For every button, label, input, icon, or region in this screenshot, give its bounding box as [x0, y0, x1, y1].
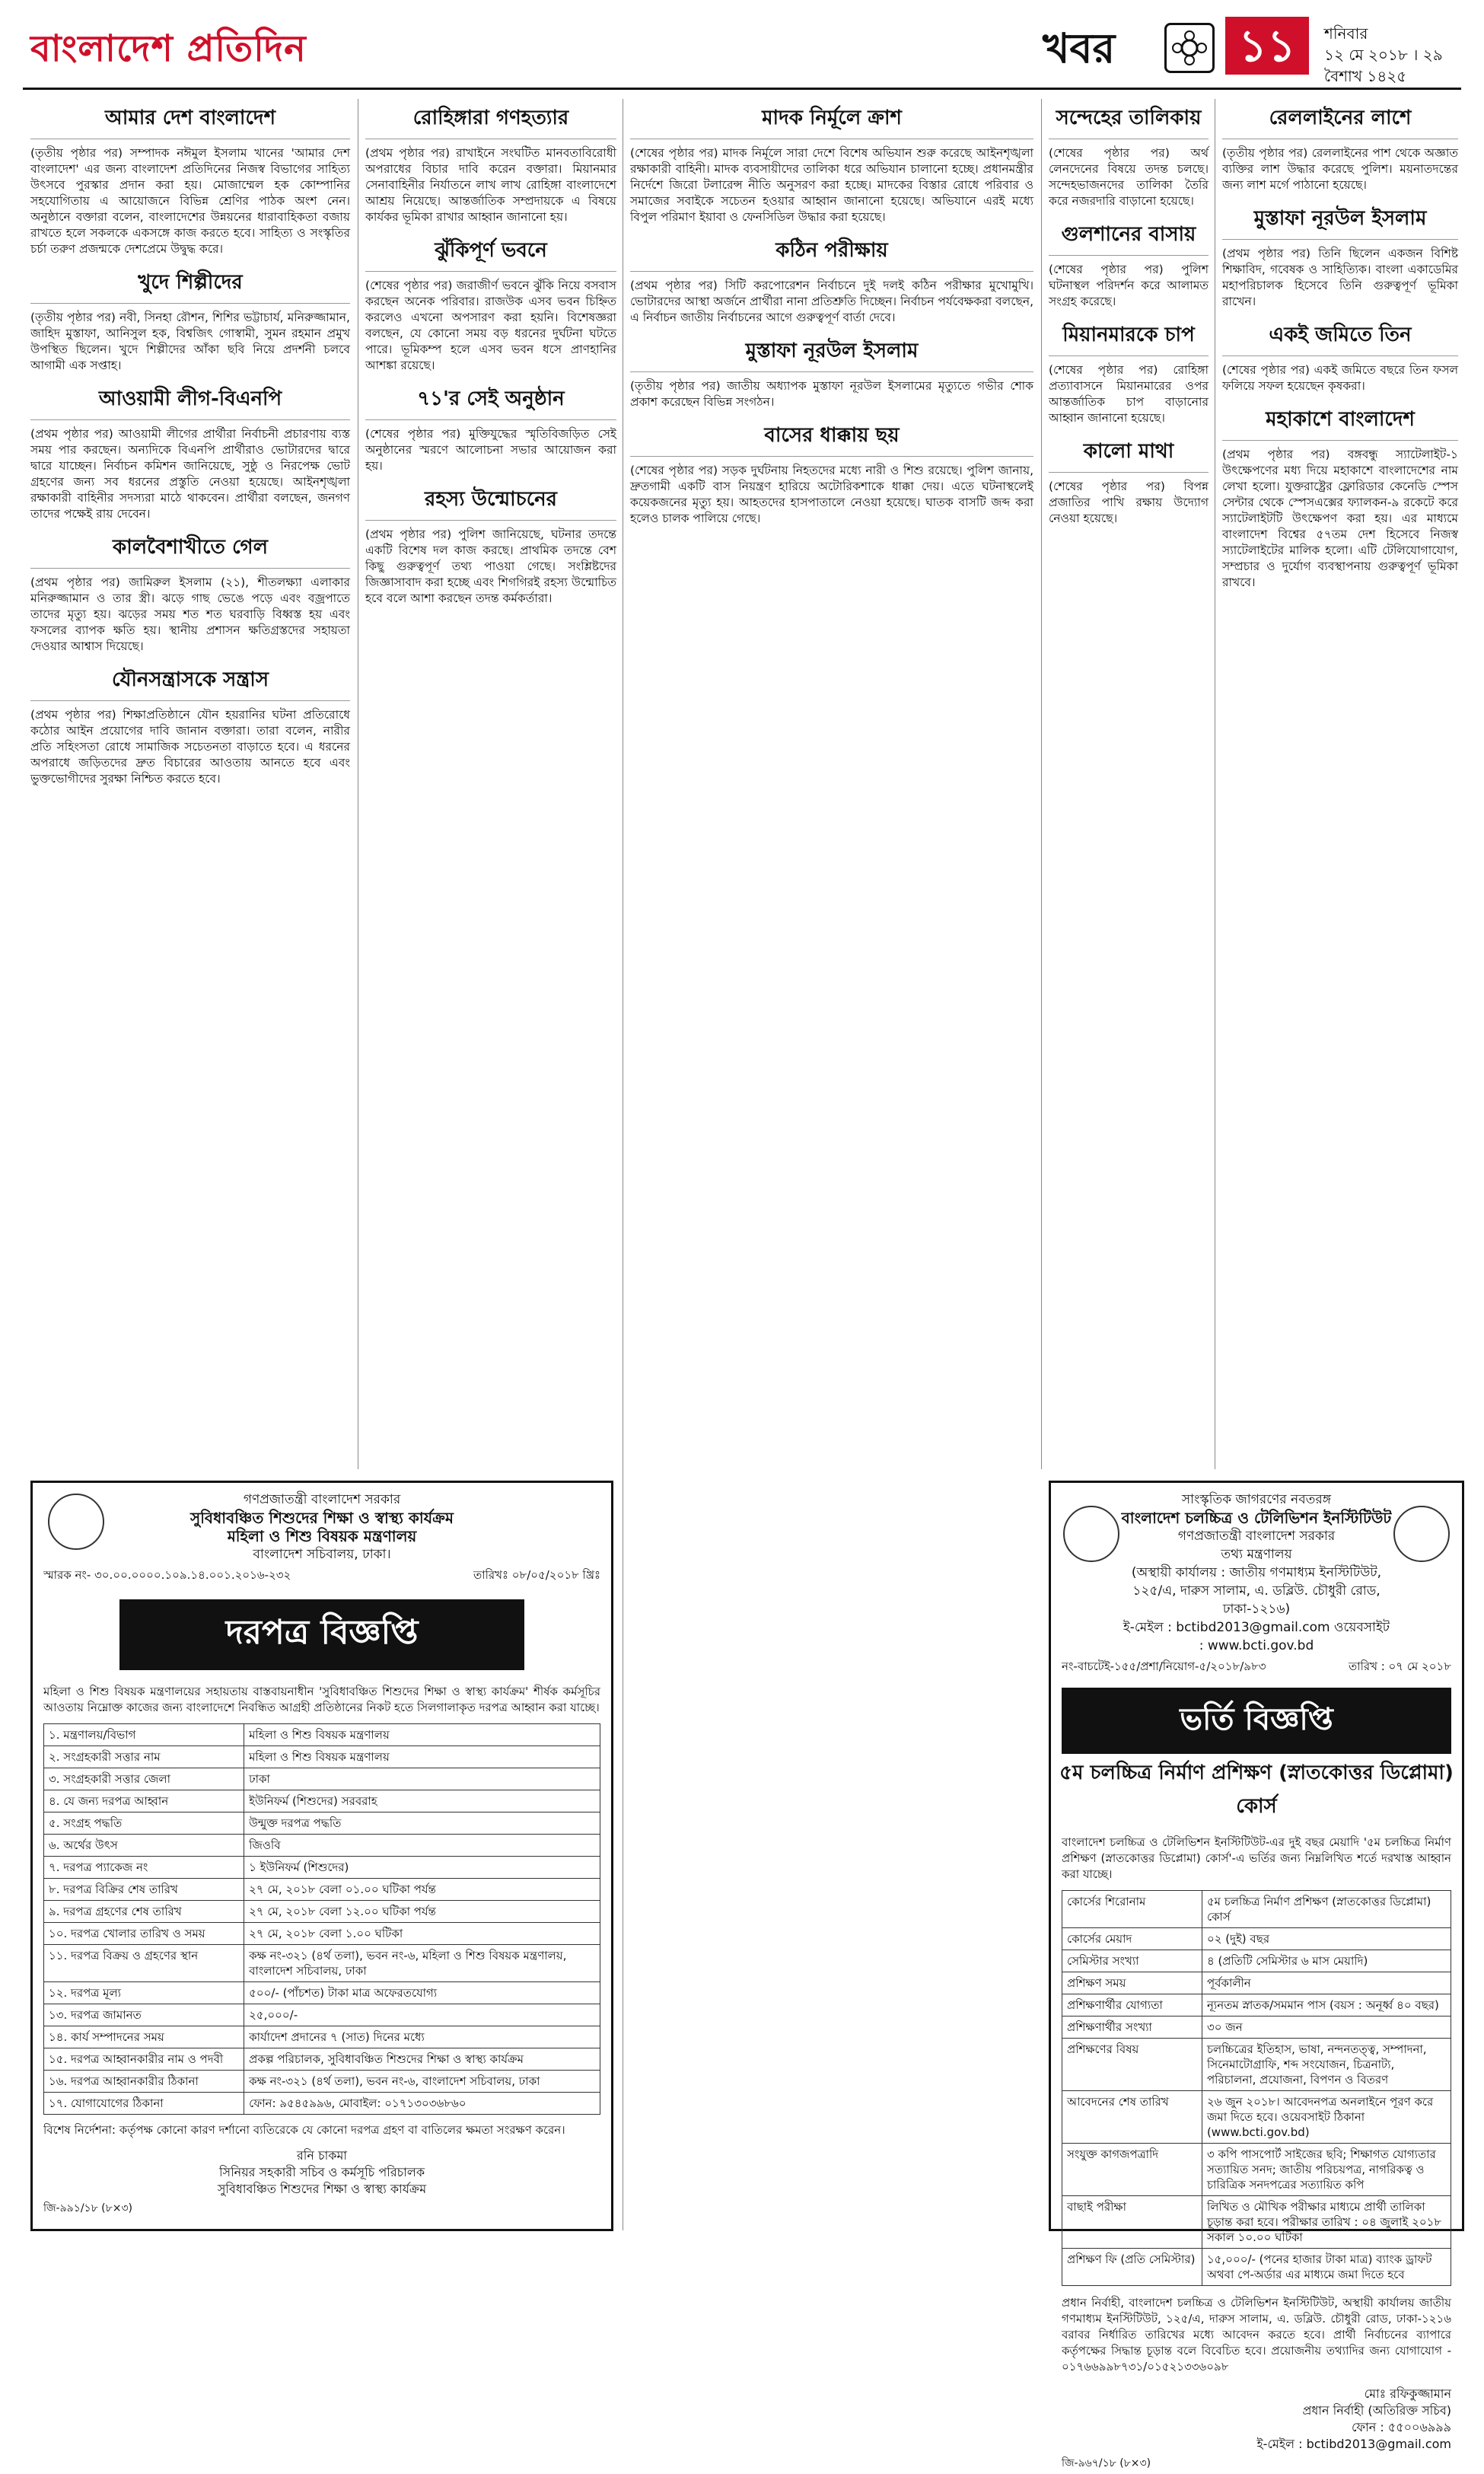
- article: [1049, 319, 1209, 426]
- table-key: প্রশিক্ষণ সময়: [1062, 1972, 1202, 1994]
- signature-block: [33, 2147, 611, 2198]
- ad-header-line: গণপ্রজাতন্ত্রী বাংলাদেশ সরকার: [1177, 1529, 1336, 1544]
- article-headline: রহস্য উন্মোচনের: [365, 483, 616, 521]
- article-headline: গুলশানের বাসায়: [1049, 218, 1209, 256]
- article-body: (প্রথম পৃষ্ঠার পর) রাখাইনে সংঘটিত মানবতাবিরোধী অপরাধের বিচার দাবি করেন বক্তারা। মিয়ানমার সেনাবাহিনীর নির্যাতনে লাখ লাখ রোহিঙ্গা বাংলাদেশে আশ্রয় নিয়েছে। আন্তর্জাতিক সম্প্রদায়কে এ বিষয়ে কার্যকর ভূমিকা রাখার আহ্বান জানানো হয়।: [365, 146, 616, 224]
- table-value: ৪ (প্রতিটি সেমিস্টার ৬ মাস মেয়াদি): [1202, 1950, 1451, 1972]
- article-body: (শেষের পৃষ্ঠার পর) সড়ক দুর্ঘটনায় নিহতদের মধ্যে নারী ও শিশু রয়েছে। পুলিশ জানায়, দ্রুতগামী একটি বাস নিয়ন্ত্রণ হারিয়ে অটোরিকশাকে ধাক্কা দেয়। এতে ঘটনাস্থলেই কয়েকজনের মৃত্যু হয়। আহতদের হাসপাতালে নেওয়া হয়েছে। ঘাতক বাসটি জব্দ করা হলেও চালক পালিয়ে গেছে।: [630, 464, 1033, 525]
- table-key: ১৭. যোগাযোগের ঠিকানা: [44, 2093, 244, 2115]
- table-value: ৫ম চলচ্চিত্র নির্মাণ প্রশিক্ষণ (স্নাতকোত্তর ডিপ্লোমা) কোর্স: [1202, 1891, 1451, 1928]
- table-value: ০২ (দুই) বছর: [1202, 1928, 1451, 1950]
- ad-intro: মহিলা ও শিশু বিষয়ক মন্ত্রণালয়ের সহায়তায় বাস্তবায়নাধীন 'সুবিধাবঞ্চিত শিশুদের শিক্ষা ও স্বাস্থ্য কার্যক্রম' শীর্ষক কর্মসূচির আওতায় নিম্নোক্ত কাজের জন্য বাংলাদেশে নিবন্ধিত আগ্রহী প্রতিষ্ঠানের নিকট হতে সিলগালাকৃত দরপত্র আহ্বান করা যাচ্ছে।: [43, 1685, 600, 1714]
- article: [365, 234, 616, 374]
- admission-notice-ad: [1049, 1481, 1464, 2469]
- article: [1049, 435, 1209, 527]
- article: [30, 266, 350, 374]
- article-headline: খুদে শিল্পীদের: [30, 266, 350, 304]
- ad-header-line: সাংস্কৃতিক জাগরণের নবতরঙ্গ: [1181, 1492, 1332, 1507]
- ad-title: ভর্তি বিজ্ঞপ্তি: [1062, 1688, 1451, 1754]
- ad-footer: প্রধান নির্বাহী, বাংলাদেশ চলচ্চিত্র ও টেলিভিশন ইনস্টিটিউট, অস্থায়ী কার্যালয় জাতীয় গণমাধ্যম ইনস্টিটিউট, ১২৫/এ, দারুস সালাম, এ. ডব্লিউ. চৌধুরী রোড, ঢাকা-১২১৬ বরাবর নির্ধারিত তারিখের মধ্যে আবেদন করতে হবে। প্রার্থী নির্বাচনের ব্যাপারে কর্তৃপক্ষের সিদ্ধান্ত চূড়ান্ত বলে বিবেচিত হবে। প্রয়োজনীয় তথ্যাদির জন্য যোগাযোগ - ০১৭৬৬৯৯৮৭৩১/০১৫২১৩৩৬০৯৮: [1062, 2296, 1451, 2374]
- article: [630, 419, 1033, 527]
- article-body: (শেষের পৃষ্ঠার পর) অর্থ লেনদেনের বিষয়ে তদন্ত চলছে। সন্দেহভাজনদের তালিকা তৈরি করে নজরদারি বাড়ানো হয়েছে।: [1049, 146, 1209, 208]
- article: [1222, 202, 1458, 310]
- table-row: [1062, 2017, 1451, 2039]
- ad-address: ১২৫/এ, দারুস সালাম, এ. ডব্লিউ. চৌধুরী রোড, ঢাকা-১২১৬): [1132, 1583, 1381, 1617]
- table-key: প্রশিক্ষণের বিষয়: [1062, 2039, 1202, 2091]
- article-body: (শেষের পৃষ্ঠার পর) একই জমিতে বছরে তিন ফসল ফলিয়ে সফল হয়েছেন কৃষকরা।: [1222, 363, 1458, 393]
- table-row: [44, 1790, 600, 1812]
- signer-phone: ফোন : ৫৫০০৬৯৯৯: [1351, 2420, 1451, 2434]
- ad-code: জি-৯৯১/১৮ (৮×৩): [43, 2202, 133, 2214]
- article-body: (প্রথম পৃষ্ঠার পর) আওয়ামী লীগের প্রার্থীরা নির্বাচনী প্রচারণায় ব্যস্ত সময় পার করছেন। অন্যদিকে বিএনপি প্রার্থীরাও ভোটারদের দ্বারে দ্বারে যাচ্ছেন। নির্বাচন কমিশন জানিয়েছে, সুষ্ঠু ও নিরপেক্ষ ভোট গ্রহণের জন্য সব ধরনের প্রস্তুতি নেওয়া হয়েছে। আইনশৃঙ্খলা রক্ষাকারী বাহিনীর সদস্যরা মাঠে থাকবেন। প্রার্থীরা বলছেন, জনগণ তাদের পক্ষেই রায় দেবেন।: [30, 427, 350, 521]
- article-body: (শেষের পৃষ্ঠার পর) জরাজীর্ণ ভবনে ঝুঁকি নিয়ে বসবাস করছেন অনেক পরিবার। রাজউক এসব ভবন চিহ্নিত করলেও এখনো অপসারণ করা হয়নি। বিশেষজ্ঞরা বলছেন, যে কোনো সময় বড় ধরনের দুর্ঘটনা ঘটতে পারে। ভূমিকম্প হলে এসব ভবন ধসে প্রাণহানির আশঙ্কা রয়েছে।: [365, 279, 616, 372]
- column-1: [30, 99, 350, 1469]
- article-headline: মুস্তাফা নূরউল ইসলাম: [630, 335, 1033, 372]
- column-5: [1222, 99, 1458, 1469]
- article-headline: আমার দেশ বাংলাদেশ: [30, 102, 350, 139]
- article: [1049, 102, 1209, 209]
- article-body: (শেষের পৃষ্ঠার পর) রোহিঙ্গা প্রত্যাবাসনে মিয়ানমারের ওপর আন্তর্জাতিক চাপ বাড়ানোর আহ্বান জানানো হয়েছে।: [1049, 363, 1209, 425]
- table-row: [44, 2004, 600, 2026]
- signer-name: রনি চাকমা: [296, 2148, 347, 2163]
- article: [365, 483, 616, 607]
- table-value: চলচ্চিত্রের ইতিহাস, ভাষা, নন্দনতত্ত্ব, সম্পাদনা, সিনেমাটোগ্রাফি, শব্দ সংযোজন, চিত্রনাট্য, পরিচালনা, প্রযোজনা, বিপণন ও বিতরণ: [1202, 2039, 1451, 2091]
- article-headline: যৌনসন্ত্রাসকে সন্ত্রাস: [30, 664, 350, 701]
- table-key: ৮. দরপত্র বিক্রির শেষ তারিখ: [44, 1879, 244, 1901]
- table-value: ২৭ মে, ২০১৮ বেলা ০১.০০ ঘটিকা পর্যন্ত: [244, 1879, 600, 1901]
- table-value: ২৭ মে, ২০১৮ বেলা ১২.০০ ঘটিকা পর্যন্ত: [244, 1901, 600, 1923]
- table-key: ২. সংগ্রহকারী সত্তার নাম: [44, 1746, 244, 1768]
- article-headline: আওয়ামী লীগ-বিএনপি: [30, 383, 350, 420]
- table-row: [44, 2071, 600, 2093]
- ad-header-line: সুবিধাবঞ্চিত শিশুদের শিক্ষা ও স্বাস্থ্য কার্যক্রম: [190, 1509, 454, 1527]
- article: [1049, 218, 1209, 310]
- table-value: ২৫,০০০/-: [244, 2004, 600, 2026]
- table-value: লিখিত ও মৌখিক পরীক্ষার মাধ্যমে প্রার্থী তালিকা চূড়ান্ত করা হবে। পরীক্ষার তারিখ : ০৪ জুলাই ২০১৮ সকাল ১০.০০ ঘটিকা: [1202, 2196, 1451, 2249]
- article: [365, 102, 616, 225]
- article: [1222, 403, 1458, 591]
- table-value: পূর্বকালীন: [1202, 1972, 1451, 1994]
- table-row: [44, 1982, 600, 2004]
- memo-date: তারিখঃ ০৮/০৫/২০১৮ খ্রিঃ: [473, 1568, 600, 1582]
- table-row: [44, 2048, 600, 2071]
- table-key: ১. মন্ত্রণালয়/বিভাগ: [44, 1724, 244, 1746]
- article-headline: কালবৈশাখীতে গেল: [30, 531, 350, 569]
- table-row: [1062, 2091, 1451, 2144]
- table-row: [44, 1879, 600, 1901]
- table-key: সংযুক্ত কাগজপত্রাদি: [1062, 2144, 1202, 2196]
- table-row: [44, 1945, 600, 1982]
- article: [30, 664, 350, 787]
- table-value: ১৫,০০০/- (পনের হাজার টাকা মাত্র) ব্যাংক ড্রাফট অথবা পে-অর্ডার এর মাধ্যমে জমা দিতে হবে: [1202, 2249, 1451, 2286]
- article: [1222, 319, 1458, 394]
- table-value: উন্মুক্ত দরপত্র পদ্ধতি: [244, 1812, 600, 1835]
- table-key: সেমিস্টার সংখ্যা: [1062, 1950, 1202, 1972]
- article: [30, 383, 350, 522]
- table-row: [44, 1768, 600, 1790]
- day-label: শনিবার: [1324, 24, 1368, 43]
- article-body: (তৃতীয় পৃষ্ঠার পর) নবী, সিনহা রৌশন, শিশির ভট্টাচার্য, মনিরুজ্জামান, জাহিদ মুস্তাফা, আনিসুল হক, বিশ্বজিৎ গোস্বামী, সুমন রহমান প্রমুখ উপস্থিত ছিলেন। খুদে শিল্পীদের আঁকা ছবি নিয়ে প্রদর্শনী চলবে আগামী এক সপ্তাহ।: [30, 311, 350, 372]
- article: [1222, 102, 1458, 193]
- table-key: প্রশিক্ষণ ফি (প্রতি সেমিস্টার): [1062, 2249, 1202, 2286]
- table-value: ১ ইউনিফর্ম (শিশুদের): [244, 1857, 600, 1879]
- table-value: ২৬ জুন ২০১৮। আবেদনপত্র অনলাইনে পূরণ করে জমা দিতে হবে। ওয়েবসাইট ঠিকানা (www.bcti.gov.bd): [1202, 2091, 1451, 2144]
- table-row: [44, 1923, 600, 1945]
- ad-header: [33, 1483, 611, 1564]
- ad-header-line: গণপ্রজাতন্ত্রী বাংলাদেশ সরকার: [243, 1492, 401, 1507]
- signature-block: [1051, 2386, 1462, 2453]
- institute-logo-icon: [1063, 1506, 1119, 1562]
- article-body: (তৃতীয় পৃষ্ঠার পর) সম্পাদক ন‍ঈমুল ইসলাম খানের 'আমার দেশ বাংলাদেশ' এর জন্য বাংলাদেশ প্রতিদিনের নিজস্ব বিভাগের সাহিত্য উৎসবে পুরস্কার প্রদান করা হয়। মোজাম্মেল হক কোম্পানির সহযোগিতায় এ আয়োজনে বিভিন্ন শ্রেণির পাঠক অংশ নেন। অনুষ্ঠানে বক্তারা বলেন, বাংলাদেশের উন্নয়নের ধারাবাহিকতা বজায় রাখতে হলে সকলকে একসঙ্গে কাজ করতে হবে। সাহিত্য ও সংস্কৃতির চর্চা তরুণ প্রজন্মকে দেশপ্রেমে উদ্বুদ্ধ করে।: [30, 146, 350, 256]
- table-key: ১৬. দরপত্র আহ্বানকারীর ঠিকানা: [44, 2071, 244, 2093]
- ad-note: বিশেষ নির্দেশনা: কর্তৃপক্ষ কোনো কারণ দর্শানো ব্যতিরেকে যে কোনো দরপত্র গ্রহণ বা বাতিলের ক্ষমতা সংরক্ষণ করেন।: [43, 2123, 565, 2137]
- article-body: (প্রথম পৃষ্ঠার পর) জামিরুল ইসলাম (২১), শীতলক্ষ্যা এলাকার মনিরুজ্জামান ও তার স্ত্রী। ঝড়ে গাছ ভেঙে পড়ে এবং বজ্রপাতে তাদের মৃত্যু হয়। ঝড়ের সময় শত শত ঘরবাড়ি বিধ্বস্ত হয় এবং ফসলের ব্যাপক ক্ষতি হয়। স্থানীয় প্রশাসন ক্ষতিগ্রস্তদের সহায়তা দেওয়ার আশ্বাস দিয়েছে।: [30, 575, 350, 653]
- table-row: [44, 1746, 600, 1768]
- table-key: কোর্সের মেয়াদ: [1062, 1928, 1202, 1950]
- memo-number: স্মারক নং- ৩০.০০.০০০০.১০৯.১৪.০০১.২০১৬-২৩২: [43, 1568, 291, 1582]
- table-value: ইউনিফর্ম (শিশুদের) সরবরাহ: [244, 1790, 600, 1812]
- table-row: [44, 1724, 600, 1746]
- table-key: আবেদনের শেষ তারিখ: [1062, 2091, 1202, 2144]
- table-value: মহিলা ও শিশু বিষয়ক মন্ত্রণালয়: [244, 1724, 600, 1746]
- signer-role: প্রধান নির্বাহী (অতিরিক্ত সচিব): [1302, 2403, 1451, 2418]
- table-key: প্রশিক্ষণার্থীর যোগ্যতা: [1062, 1994, 1202, 2017]
- table-row: [1062, 2249, 1451, 2286]
- ad-title: দরপত্র বিজ্ঞপ্তি: [119, 1599, 524, 1670]
- article-headline: একই জমিতে তিন: [1222, 319, 1458, 356]
- table-row: [44, 1857, 600, 1879]
- table-key: বাছাই পরীক্ষা: [1062, 2196, 1202, 2249]
- table-row: [44, 1901, 600, 1923]
- ad-contact: ই-মেইল : bctibd2013@gmail.com ওয়েবসাইট : www.bcti.gov.bd: [1123, 1620, 1390, 1653]
- table-key: ১২. দরপত্র মূল্য: [44, 1982, 244, 2004]
- article-body: (প্রথম পৃষ্ঠার পর) সিটি করপোরেশন নির্বাচনে দুই দলই কঠিন পরীক্ষার মুখোমুখি। ভোটারদের আস্থা অর্জনে প্রার্থীরা নানা প্রতিশ্রুতি দিচ্ছেন। নির্বাচন পর্যবেক্ষকরা বলছেন, এ নির্বাচন জাতীয় নির্বাচনের আগে গুরুত্বপূর্ণ বার্তা দেবে।: [630, 279, 1034, 324]
- course-table: [1062, 1890, 1451, 2286]
- article-body: (প্রথম পৃষ্ঠার পর) পুলিশ জানিয়েছে, ঘটনার তদন্তে একটি বিশেষ দল কাজ করছে। প্রাথমিক তদন্তে বেশ কিছু গুরুত্বপূর্ণ তথ্য পাওয়া গেছে। সংশ্লিষ্টদের জিজ্ঞাসাবাদ করা হচ্ছে এবং শিগগিরই রহস্য উন্মোচিত হবে বলে আশা করছেন তদন্ত কর্মকর্তারা।: [365, 528, 616, 605]
- article-body: (শেষের পৃষ্ঠার পর) পুলিশ ঘটনাস্থল পরিদর্শন করে আলামত সংগ্রহ করেছে।: [1049, 263, 1209, 308]
- table-key: ৪. যে জন্য দরপত্র আহ্বান: [44, 1790, 244, 1812]
- table-value: মহিলা ও শিশু বিষয়ক মন্ত্রণালয়: [244, 1746, 600, 1768]
- article-body: (প্রথম পৃষ্ঠার পর) শিক্ষাপ্রতিষ্ঠানে যৌন হয়রানির ঘটনা প্রতিরোধে কঠোর আইন প্রয়োগের দাবি জানান বক্তারা। তারা বলেন, নারীর প্রতি সহিংসতা রোধে সামাজিক সচেতনতা বাড়াতে হবে। এ ধরনের অপরাধে জড়িতদের দ্রুত বিচারের আওতায় আনতে হবে এবং ভুক্তভোগীদের সুরক্ষা নিশ্চিত করতে হবে।: [30, 708, 350, 786]
- government-seal-icon: [1393, 1506, 1450, 1562]
- article-headline: ঝুঁকিপূর্ণ ভবনে: [365, 234, 616, 272]
- table-value: ন্যূনতম স্নাতক/সমমান পাস (বয়স : অনূর্ধ্ব ৪০ বছর): [1202, 1994, 1451, 2017]
- ad-header-line: তথ্য মন্ত্রণালয়: [1221, 1547, 1292, 1562]
- article-headline: বাসের ধাক্কায় ছয়: [630, 419, 1033, 457]
- page-number: ১১: [1225, 17, 1309, 75]
- table-key: ১৪. কার্য সম্পাদনের সময়: [44, 2026, 244, 2048]
- column-divider: [1041, 99, 1042, 1469]
- article-body: (শেষের পৃষ্ঠার পর) বিপন্ন প্রজাতির পাখি রক্ষায় উদ্যোগ নেওয়া হয়েছে।: [1049, 480, 1209, 525]
- table-row: [44, 1835, 600, 1857]
- tender-notice-ad: [30, 1481, 613, 2231]
- article-headline: মুস্তাফা নূরউল ইসলাম: [1222, 202, 1458, 240]
- column-4: [1049, 99, 1209, 1469]
- table-row: [1062, 1972, 1451, 1994]
- memo-row: [1051, 1655, 1462, 1680]
- article: [30, 531, 350, 655]
- government-seal-icon: [48, 1494, 104, 1550]
- article-headline: মহাকাশে বাংলাদেশ: [1222, 403, 1458, 441]
- ad-intro: বাংলাদেশ চলচ্চিত্র ও টেলিভিশন ইনস্টিটিউট-এর দুই বছর মেয়াদি '৫ম চলচ্চিত্র নির্মাণ প্রশিক্ষণ (স্নাতকোত্তর ডিপ্লোমা) কোর্স'-এ ভর্তির জন্য নিম্নলিখিত শর্তে দরখাস্ত আহ্বান করা যাচ্ছে।: [1062, 1835, 1451, 1881]
- memo-date: তারিখ : ০৭ মে ২০১৮: [1348, 1659, 1451, 1673]
- article-body: (প্রথম পৃষ্ঠার পর) তিনি ছিলেন একজন বিশিষ্ট শিক্ষাবিদ, গবেষক ও সাহিত্যিক। বাংলা একাডেমির মহাপরিচালক হিসেবে তিনি গুরুত্বপূর্ণ ভূমিকা রাখেন।: [1222, 247, 1458, 308]
- article-headline: কঠিন পরীক্ষায়: [630, 234, 1033, 272]
- ad-address: (অস্থায়ী কার্যালয় : জাতীয় গণমাধ্যম ইনস্টিটিউট,: [1131, 1565, 1382, 1580]
- memo-row: [33, 1564, 611, 1589]
- signer-email: ই-মেইল : bctibd2013@gmail.com: [1256, 2437, 1451, 2451]
- article-headline: রোহিঙ্গারা গণহত্যার: [365, 102, 616, 139]
- ad-subtitle: ৫ম চলচ্চিত্র নির্মাণ প্রশিক্ষণ (স্নাতকোত্তর ডিপ্লোমা) কোর্স: [1059, 1761, 1454, 1818]
- signer-name: মোঃ রফিকুজ্জামান: [1364, 2386, 1451, 2401]
- table-value: ৩০ জন: [1202, 2017, 1451, 2039]
- table-value: জিওবি: [244, 1835, 600, 1857]
- memo-number: নং-বাচটেই-১৫৫/প্রশা/নিয়োগ-৫/২০১৮/৯৮৩: [1062, 1659, 1266, 1673]
- table-key: কোর্সের শিরোনাম: [1062, 1891, 1202, 1928]
- table-key: ১১. দরপত্র বিক্রয় ও গ্রহণের স্থান: [44, 1945, 244, 1982]
- table-value: ঢাকা: [244, 1768, 600, 1790]
- table-value: কার্যাদেশ প্রদানের ৭ (সাত) দিনের মধ্যে: [244, 2026, 600, 2048]
- table-key: ১০. দরপত্র খোলার তারিখ ও সময়: [44, 1923, 244, 1945]
- table-value: ৩ কপি পাসপোর্ট সাইজের ছবি; শিক্ষাগত যোগ্যতার সত্যায়িত সনদ; জাতীয় পরিচয়পত্র, নাগরিকত্ব ও চারিত্রিক সনদপত্রের সত্যায়িত কপি: [1202, 2144, 1451, 2196]
- table-value: ৫০০/- (পাঁচশত) টাকা মাত্র অফেরতযোগ্য: [244, 1982, 600, 2004]
- masthead: [23, 0, 1461, 90]
- brand-logo: বাংলাদেশ প্রতিদিন: [30, 27, 307, 70]
- ad-header-line: বাংলাদেশ সচিবালয়, ঢাকা।: [253, 1547, 391, 1562]
- article-body: (শেষের পৃষ্ঠার পর) মাদক নির্মূলে সারা দেশে বিশেষ অভিযান শুরু করেছে আইনশৃঙ্খলা রক্ষাকারী বাহিনী। মাদক ব্যবসায়ীদের তালিকা ধরে অভিযান চালানো হচ্ছে। প্রধানমন্ত্রীর নির্দেশে জিরো টলারেন্স নীতি অনুসরণ করা হচ্ছে। মাদকের বিস্তার রোধে পরিবার ও সমাজের সবাইকে সচেতন হওয়ার আহ্বান জানানো হয়েছে। অভিযানে এরই মধ্যে বিপুল পরিমাণ ইয়াবা ও ফেনসিডিল উদ্ধার করা হয়েছে।: [630, 146, 1033, 224]
- article-headline: রেললাইনের লাশে: [1222, 102, 1458, 139]
- table-row: [1062, 2196, 1451, 2249]
- signer-role: সিনিয়র সহকারী সচিব ও কর্মসূচি পরিচালক: [218, 2165, 425, 2179]
- table-row: [44, 2093, 600, 2115]
- column-2: [365, 99, 616, 1469]
- table-key: ৫. সংগ্রহ পদ্ধতি: [44, 1812, 244, 1835]
- table-row: [1062, 1950, 1451, 1972]
- section-flower-icon: [1164, 23, 1215, 73]
- article-headline: কালো মাথা: [1049, 435, 1209, 473]
- table-key: ৩. সংগ্রহকারী সত্তার জেলা: [44, 1768, 244, 1790]
- table-value: কক্ষ নং-৩২১ (৪র্থ তলা), ভবন নং-৬, মহিলা ও শিশু বিষয়ক মন্ত্রণালয়, বাংলাদেশ সচিবালয়, ঢাকা: [244, 1945, 600, 1982]
- article: [365, 383, 616, 474]
- table-key: ১৩. দরপত্র জামানত: [44, 2004, 244, 2026]
- column-3: [630, 99, 1033, 2230]
- tender-table: [43, 1723, 600, 2115]
- table-key: ৭. দরপত্র প্যাকেজ নং: [44, 1857, 244, 1879]
- article-body: (শেষের পৃষ্ঠার পর) মুক্তিযুদ্ধের স্মৃতিবিজড়িত সেই অনুষ্ঠানের স্মরণে আলোচনা সভার আয়োজন করা হয়।: [365, 427, 616, 473]
- ad-header-line: মহিলা ও শিশু বিষয়ক মন্ত্রণালয়: [227, 1527, 417, 1545]
- article-headline: সন্দেহের তালিকায়: [1049, 102, 1209, 139]
- article: [630, 102, 1033, 225]
- table-value: প্রকল্প পরিচালক, সুবিধাবঞ্চিত শিশুদের শিক্ষা ও স্বাস্থ্য কার্যক্রম: [244, 2048, 600, 2071]
- table-key: ১৫. দরপত্র আহ্বানকারীর নাম ও পদবী: [44, 2048, 244, 2071]
- article-headline: মিয়ানমারকে চাপ: [1049, 319, 1209, 356]
- article: [630, 234, 1033, 326]
- table-key: ৯. দরপত্র গ্রহণের শেষ তারিখ: [44, 1901, 244, 1923]
- date-block: [1324, 23, 1476, 87]
- article-body: (তৃতীয় পৃষ্ঠার পর) রেললাইনের পাশ থেকে অজ্ঞাত ব্যক্তির লাশ উদ্ধার করেছে পুলিশ। ময়নাতদন্তের জন্য লাশ মর্গে পাঠানো হয়েছে।: [1222, 146, 1458, 192]
- article: [630, 335, 1033, 410]
- table-row: [44, 2026, 600, 2048]
- article-headline: ৭১'র সেই অনুষ্ঠান: [365, 383, 616, 420]
- table-key: ৬. অর্থের উৎস: [44, 1835, 244, 1857]
- table-row: [44, 1812, 600, 1835]
- table-row: [1062, 2144, 1451, 2196]
- ad-header: [1051, 1483, 1462, 1655]
- table-row: [1062, 1891, 1451, 1928]
- table-row: [1062, 2039, 1451, 2091]
- table-row: [1062, 1928, 1451, 1950]
- signer-org: সুবিধাবঞ্চিত শিশুদের শিক্ষা ও স্বাস্থ্য কার্যক্রম: [217, 2182, 427, 2196]
- ad-header-line: বাংলাদেশ চলচ্চিত্র ও টেলিভিশন ইনস্টিটিউট: [1121, 1509, 1392, 1527]
- article-body: (প্রথম পৃষ্ঠার পর) বঙ্গবন্ধু স্যাটেলাইট-১ উৎক্ষেপণের মধ্য দিয়ে মহাকাশে বাংলাদেশের নাম লেখা হলো। যুক্তরাষ্ট্রের ফ্লোরিডার কেনেডি স্পেস সেন্টার থেকে স্পেসএক্সের ফ্যালকন-৯ রকেটে করে স্যাটেলাইটটি উৎক্ষেপণ করা হয়। এর মাধ্যমে বাংলাদেশ বিশ্বের ৫৭তম দেশ হিসেবে নিজস্ব স্যাটেলাইটের মালিক হলো। এটি টেলিযোগাযোগ, সম্প্রচার ও দুর্যোগ ব্যবস্থাপনায় গুরুত্বপূর্ণ ভূমিকা রাখবে।: [1222, 448, 1458, 589]
- table-key: প্রশিক্ষণার্থীর সংখ্যা: [1062, 2017, 1202, 2039]
- article: [30, 102, 350, 257]
- table-value: ফোন: ৯৫৪৫৯৯৬, মোবাইল: ০১৭১৩০৩৬৮৬০: [244, 2093, 600, 2115]
- article-body: (তৃতীয় পৃষ্ঠার পর) জাতীয় অধ্যাপক মুস্তাফা নূরউল ইসলামের মৃত্যুতে গভীর শোক প্রকাশ করেছেন বিভিন্ন সংগঠন।: [630, 379, 1033, 409]
- article-headline: মাদক নির্মূলে ক্রাশ: [630, 102, 1033, 139]
- table-value: ২৭ মে, ২০১৮ বেলা ১.০০ ঘটিকা: [244, 1923, 600, 1945]
- table-value: কক্ষ নং-৩২১ (৪র্থ তলা), ভবন নং-৬, বাংলাদেশ সচিবালয়, ঢাকা: [244, 2071, 600, 2093]
- ad-code: জি-৯৬৭/১৮ (৮×৩): [1062, 2457, 1151, 2469]
- date-label: ১২ মে ২০১৮ । ২৯ বৈশাখ ১৪২৫: [1324, 46, 1443, 85]
- section-title: খবর: [1043, 24, 1116, 72]
- table-row: [1062, 1994, 1451, 2017]
